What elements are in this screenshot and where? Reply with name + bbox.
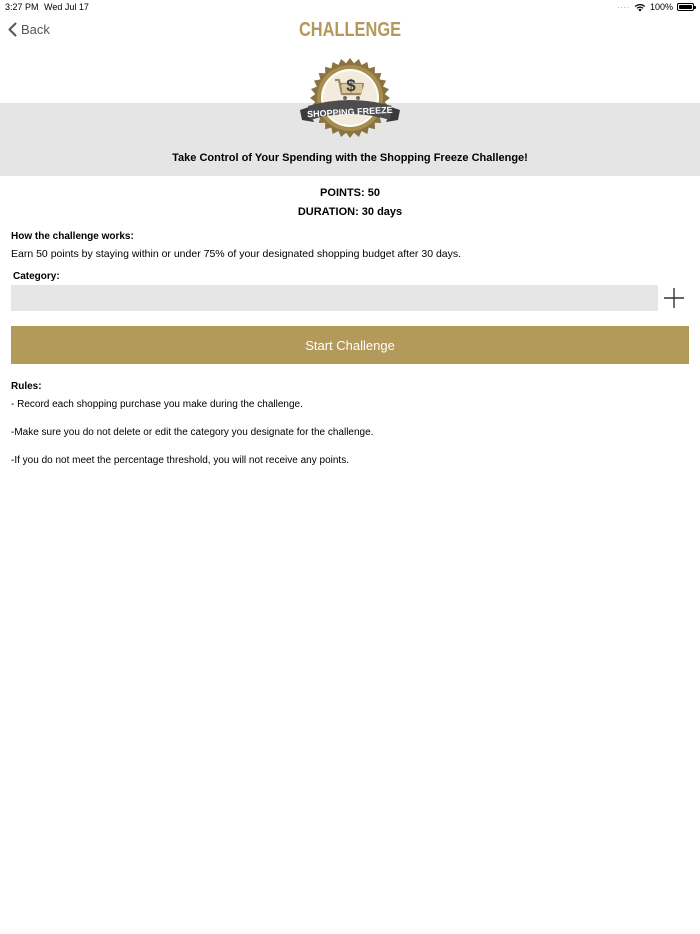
status-time: 3:27 PM — [5, 2, 39, 12]
battery-percent: 100% — [649, 2, 673, 12]
points-value: POINTS: 50 — [320, 187, 380, 199]
dollar-icon: $ — [346, 76, 356, 95]
rules-heading: Rules: — [11, 381, 42, 392]
how-it-works-text: Earn 50 points by staying within or under 75% of your designated shopping budget after 30 days. — [11, 248, 462, 260]
how-it-works-heading: How the challenge works: — [11, 231, 134, 242]
rule-item: - Record each shopping purchase you make during the challenge. — [11, 399, 303, 410]
shopping-freeze-badge — [298, 58, 402, 142]
status-date: Wed Jul 17 — [44, 2, 89, 12]
rule-item: -Make sure you do not delete or edit the category you designate for the challenge. — [11, 427, 374, 438]
badge-ribbon-text: SHOPPING FREEZE — [306, 104, 393, 120]
rule-item: -If you do not meet the percentage threshold, you will not receive any points. — [11, 455, 349, 466]
battery-icon — [677, 3, 694, 11]
chevron-left-icon — [8, 22, 17, 37]
page-title: CHALLENGE — [298, 19, 402, 41]
duration-value: DURATION: 30 days — [297, 206, 403, 218]
back-button[interactable] — [8, 22, 50, 37]
add-category-button[interactable] — [663, 287, 685, 309]
category-input[interactable] — [11, 285, 658, 311]
banner-headline: Take Control of Your Spending with the Shopping Freeze Challenge! — [172, 152, 528, 164]
status-indicators — [617, 2, 694, 12]
cellular-signal-icon: ···· — [617, 2, 630, 12]
category-label: Category: — [13, 271, 60, 282]
start-challenge-button[interactable]: Start Challenge — [11, 326, 689, 364]
back-label: Back — [21, 22, 50, 37]
wifi-icon — [634, 3, 646, 12]
status-bar — [0, 0, 700, 14]
